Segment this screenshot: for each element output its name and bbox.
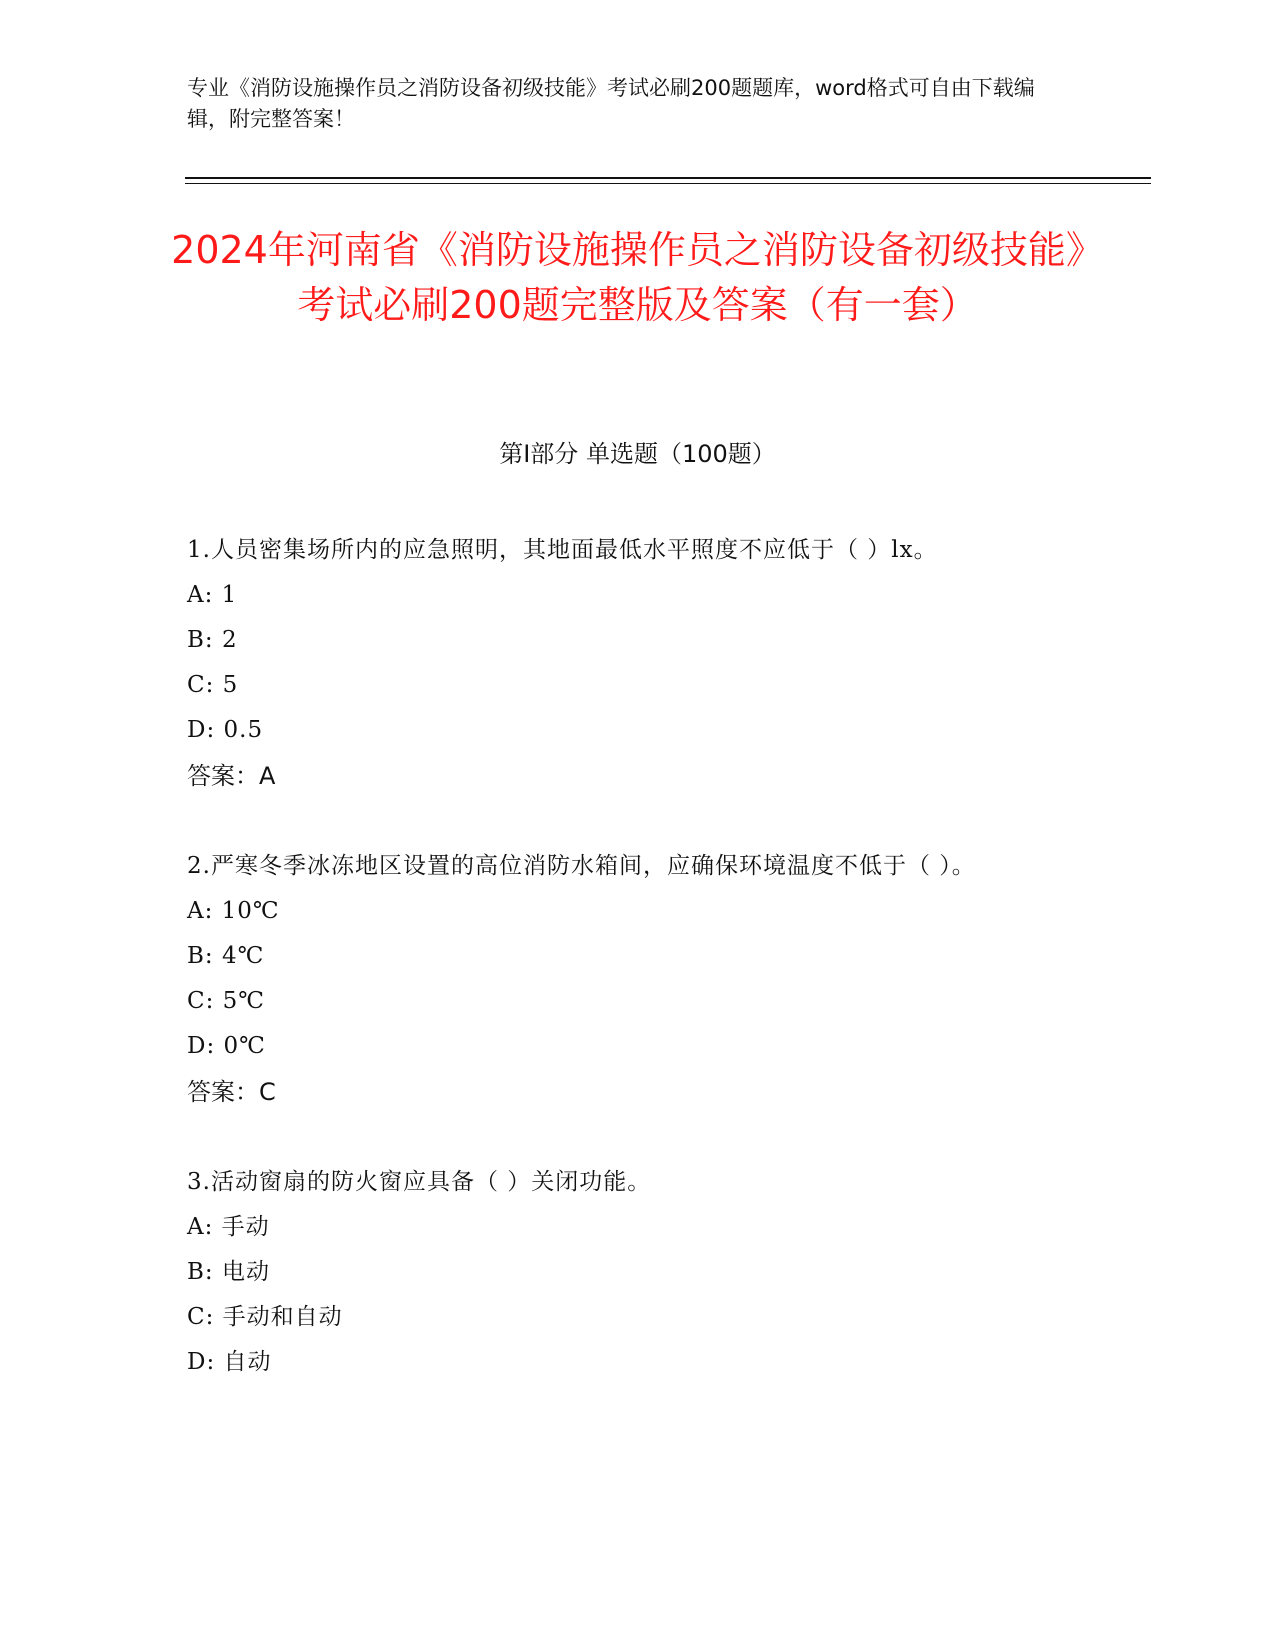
option-b: B: 4℃: [187, 943, 265, 969]
option-b: B: 电动: [187, 1259, 270, 1285]
option-a: A: 手动: [187, 1214, 270, 1240]
section-title: 第I部分 单选题（100题）: [499, 440, 776, 468]
question-text: 1.人员密集场所内的应急照明，其地面最低水平照度不应低于（ ）lx。: [187, 537, 938, 563]
header-divider-thick: [185, 177, 1151, 179]
option-a: A: 10℃: [187, 898, 280, 924]
option-d: D: 0.5: [187, 717, 264, 743]
option-c: C: 手动和自动: [187, 1304, 343, 1330]
option-d: D: 自动: [187, 1349, 272, 1375]
option-a: A: 1: [187, 582, 238, 608]
answer-text: 答案：C: [187, 1078, 276, 1106]
question-item: [187, 1159, 1067, 1385]
header-divider-thin: [185, 183, 1151, 184]
question-item: [187, 527, 1067, 799]
question-text: 3.活动窗扇的防火窗应具备（ ）关闭功能。: [187, 1169, 652, 1195]
option-d: D: 0℃: [187, 1033, 266, 1059]
question-list: [187, 527, 1067, 1429]
document-title: 2024年河南省《消防设施操作员之消防设备初级技能》考试必刷200题完整版及答案（有一套）: [171, 228, 1104, 327]
question-item: [187, 843, 1067, 1115]
answer-text: 答案：A: [187, 762, 276, 790]
option-c: C: 5: [187, 672, 239, 698]
option-c: C: 5℃: [187, 988, 266, 1014]
header-note: 专业《消防设施操作员之消防设备初级技能》考试必刷200题题库，word格式可自由下载编辑，附完整答案！: [187, 76, 1035, 131]
question-text: 2.严寒冬季冰冻地区设置的高位消防水箱间，应确保环境温度不低于（ ）。: [187, 853, 976, 879]
option-b: B: 2: [187, 627, 238, 653]
